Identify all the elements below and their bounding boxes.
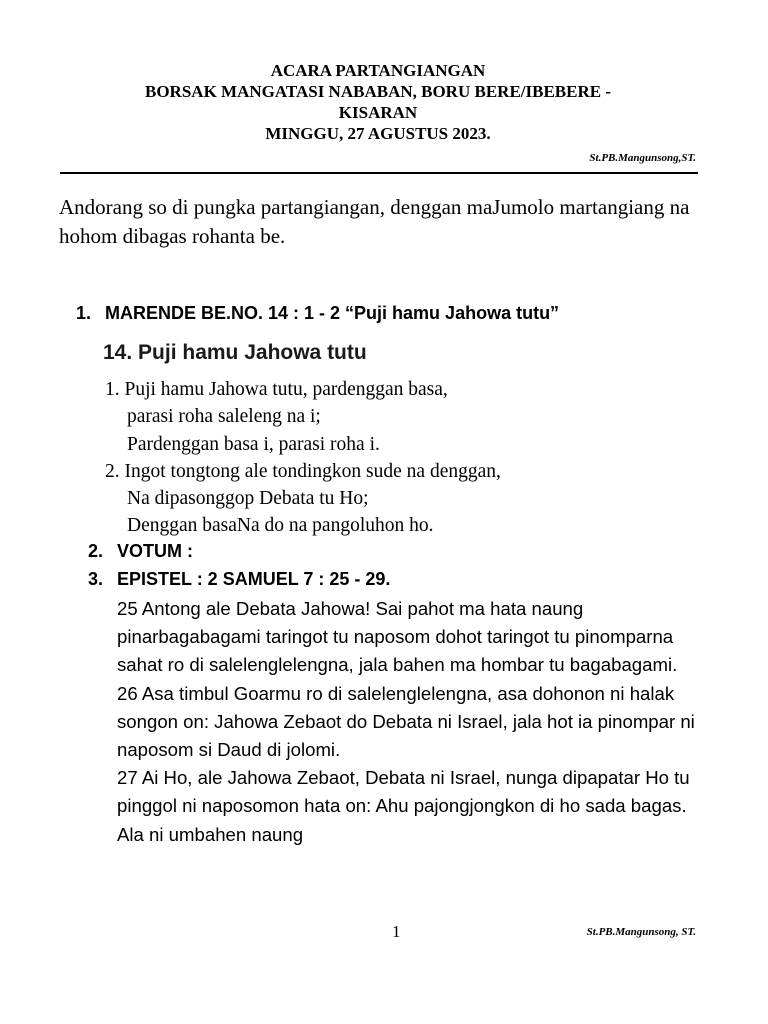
epistel-text bbox=[117, 595, 707, 849]
agenda-item-label: MARENDE BE.NO. 14 : 1 - 2 “Puji hamu Jahowa tutu” bbox=[105, 303, 560, 323]
page-number: 1 bbox=[392, 922, 401, 941]
agenda-item-number: 1. bbox=[76, 303, 92, 323]
header-title: ACARA PARTANGIANGAN bbox=[270, 61, 486, 80]
agenda-item-number: 3. bbox=[88, 569, 104, 589]
header-location: KISARAN bbox=[338, 103, 418, 122]
song-title: 14. Puji hamu Jahowa tutu bbox=[103, 341, 367, 364]
intro-paragraph: Andorang so di pungka partangiangan, denggan maJumolo martangiang na hohom dibagas rohanta be. bbox=[59, 195, 690, 248]
agenda-item-label: VOTUM : bbox=[117, 541, 193, 561]
author-top: St.PB.Mangunsong,ST. bbox=[589, 152, 696, 164]
author-bottom: St.PB.Mangunsong, ST. bbox=[586, 926, 696, 938]
agenda-item-label: EPISTEL : 2 SAMUEL 7 : 25 - 29. bbox=[117, 569, 391, 589]
song-line: Na dipasonggop Debata tu Ho; bbox=[127, 488, 369, 510]
song-line: 1. Puji hamu Jahowa tutu, pardenggan basa, bbox=[105, 379, 448, 400]
header-date: MINGGU, 27 AGUSTUS 2023. bbox=[265, 124, 491, 143]
agenda-item-1 bbox=[76, 303, 559, 324]
song-verses bbox=[105, 376, 501, 540]
song-line: Denggan basaNa do na pangoluhon ho. bbox=[127, 515, 434, 537]
song-line: Pardenggan basa i, parasi roha i. bbox=[127, 433, 380, 455]
agenda-item-number: 2. bbox=[88, 541, 104, 561]
header-divider bbox=[60, 172, 698, 174]
bible-verse: 27 Ai Ho, ale Jahowa Zebaot, Debata ni Israel, nunga dipapatar Ho tu pinggol ni naposomon hata on: Ahu pajongjongkon di ho sada bagas. Ala ni umbahen naung bbox=[117, 767, 690, 845]
song-line: 2. Ingot tongtong ale tondingkon sude na denggan, bbox=[105, 460, 501, 482]
header-family: BORSAK MANGATASI NABABAN, BORU BERE/IBEBERE - bbox=[145, 82, 611, 101]
agenda-item-2 bbox=[88, 541, 193, 562]
song-line: parasi roha saleleng na i; bbox=[127, 406, 321, 428]
bible-verse: 25 Antong ale Debata Jahowa! Sai pahot ma hata naung pinarbagabagami taringot tu naposom dohot taringot tu pinomparna sahat ro di salelenglelengna, jala bahen ma hombar tu bagabagami. bbox=[117, 598, 678, 676]
agenda-item-3 bbox=[88, 569, 390, 590]
document-header bbox=[0, 60, 756, 144]
bible-verse: 26 Asa timbul Goarmu ro di salelenglelengna, asa dohonon ni halak songon on: Jahowa Zebaot do Debata ni Israel, jala hot ia pinompar ni naposom si Daud di jolomi. bbox=[117, 682, 695, 761]
